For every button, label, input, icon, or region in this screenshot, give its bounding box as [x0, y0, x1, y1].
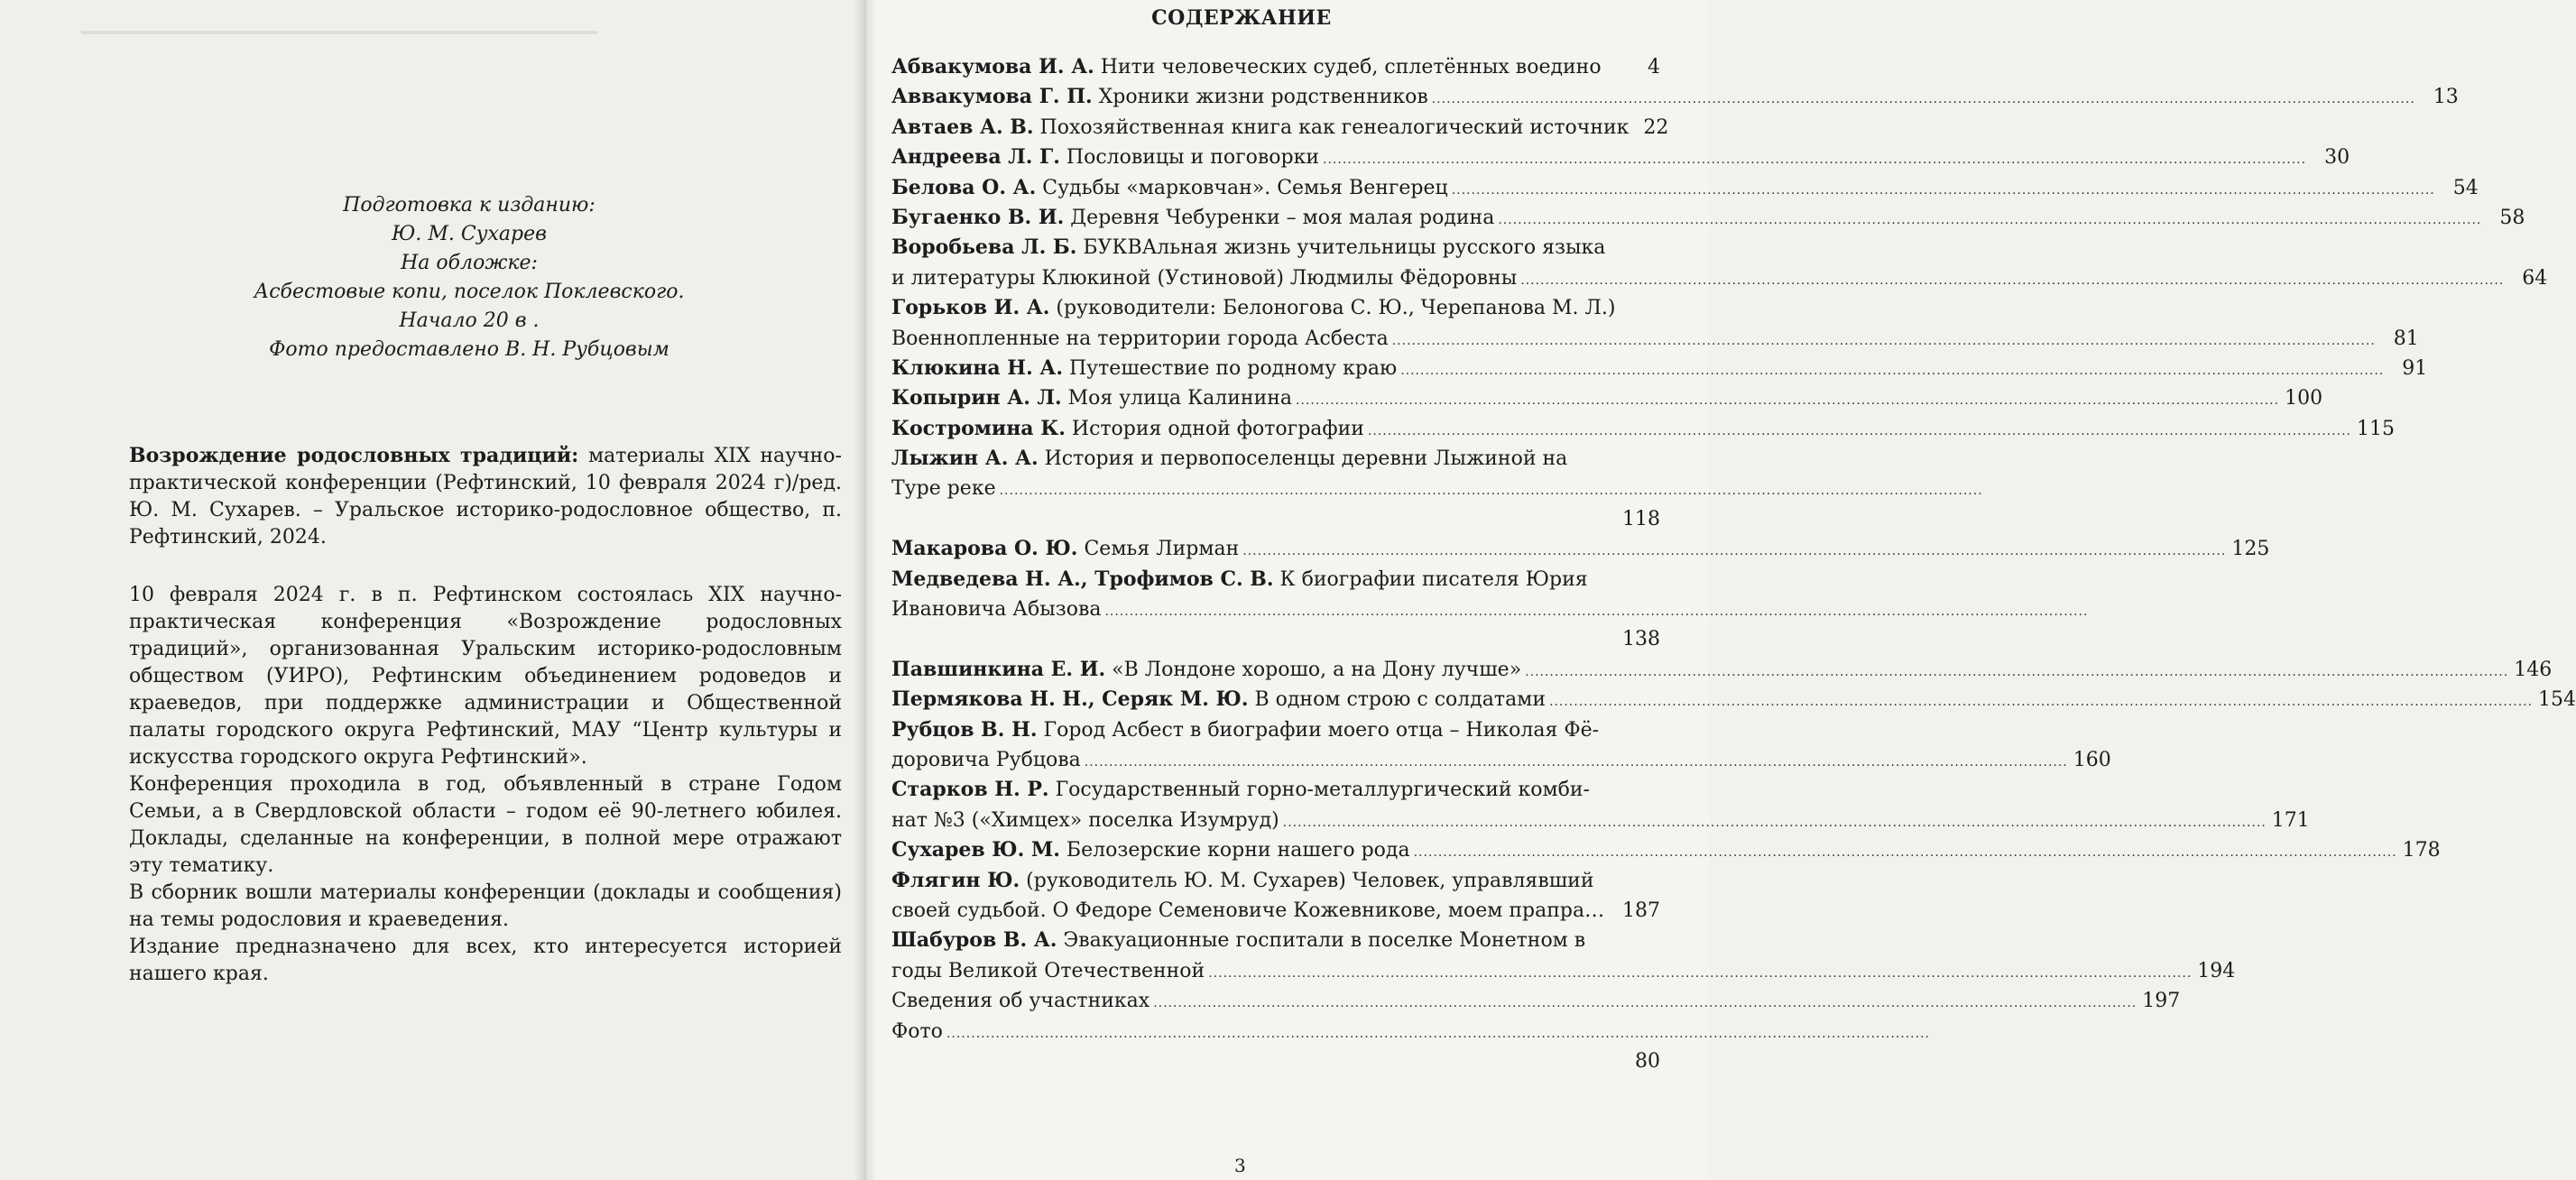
toc-text: [891, 896, 1604, 926]
toc-title: Пословицы и поговорки: [1059, 146, 1320, 170]
paragraph: 10 февраля 2024 г. в п. Рефтинском состоялась XIX научно-практическая конференция «Возрождение родословных традиций», организованная Уральским историко-родословным обществом (УИРО), Рефтинским объединением родоведов и краеведов, при поддержке администрации и Общественной палаты городского округа Рефтинский, МАУ “Центр культуры и искусства городского округа Рефтинский».: [129, 584, 842, 769]
toc-title: Государственный горно-металлургический комби-: [1048, 779, 1590, 802]
toc-title: Эвакуационные госпитали в поселке Монетном в: [1057, 929, 1586, 953]
toc-line: [891, 655, 2553, 685]
toc-text: [891, 956, 1205, 986]
toc-text: [891, 82, 1428, 112]
left-page: [0, 0, 864, 1180]
toc-entry: [891, 715, 2111, 776]
toc-text: [891, 1017, 943, 1046]
toc-line: [891, 173, 2479, 203]
toc-title: Нити человеческих судеб, сплетённых воедино: [1094, 56, 1602, 78]
toc-text: [891, 354, 1397, 383]
toc-title: История и первопоселенцы деревни Лыжиной на: [1038, 447, 1568, 471]
toc-line: [891, 52, 1660, 82]
toc-page-number: 22: [1643, 115, 1669, 139]
toc-line: [891, 835, 2441, 865]
toc-entry: [891, 143, 2350, 172]
toc-text: [891, 474, 996, 503]
toc-entry: [891, 113, 1669, 143]
toc-text: [891, 113, 1629, 143]
toc-title: Военнопленные на территории города Асбеста: [891, 327, 1389, 350]
toc-author: Лыжин А. А.: [891, 447, 1039, 471]
toc-page-number: 115: [2356, 417, 2395, 440]
toc-line: [891, 1017, 1930, 1046]
toc-line: [891, 534, 2270, 564]
toc-leader-dots: ........................................................................................................................................................................................................: [1520, 272, 2505, 288]
toc-text: [891, 383, 1292, 413]
toc-page-number: 194: [2197, 959, 2236, 982]
toc-page-number: 91: [2402, 356, 2428, 380]
toc-entry: [891, 233, 2548, 293]
book-gutter: [854, 0, 877, 1180]
toc-line: [891, 565, 1660, 595]
page-number: 3: [1234, 1155, 1246, 1176]
toc-title: Белозерские корни нашего рода: [1059, 839, 1410, 862]
toc-page-number: 81: [2393, 327, 2419, 350]
preparation-line: Асбестовые копи, поселок Поклевского.: [254, 281, 685, 303]
toc-leader-dots: ........................................................................................................................................................................................................: [1498, 212, 2482, 227]
toc-line: [891, 82, 2459, 112]
toc-text: [891, 233, 1605, 263]
toc-text: [891, 565, 1588, 595]
toc-entry: [891, 926, 2236, 986]
toc-author: Сухарев Ю. М.: [891, 838, 1060, 862]
toc-entry: [891, 354, 2428, 383]
toc-page-number: 146: [2514, 658, 2553, 681]
toc-entry: [891, 293, 2419, 354]
toc-title: Ивановича Абызова: [891, 598, 1102, 622]
toc-author: Старков Н. Р.: [891, 778, 1049, 802]
toc-author: Клюкина Н. А.: [891, 355, 1063, 380]
toc-author: Рубцов В. Н.: [891, 717, 1038, 742]
toc-line: [891, 926, 1660, 955]
toc-line: [891, 143, 2350, 172]
toc-entry: [891, 655, 2553, 685]
toc-title: своей судьбой. О Федоре Семеновиче Кожевникове, моем прапра…: [891, 899, 1605, 922]
toc-line: [891, 624, 1660, 654]
preparation-line: Ю. М. Сухарев: [392, 223, 547, 245]
toc-page-number: 154: [2538, 688, 2576, 712]
toc-author: Автаев А. В.: [891, 115, 1034, 139]
toc-page-number: 125: [2231, 538, 2270, 561]
toc-leader-dots: ........................................................................................................................................................................................................: [1413, 845, 2397, 861]
toc-entry: [891, 444, 1983, 534]
toc-page-number: 187: [1622, 899, 1660, 922]
toc-line: [891, 263, 2548, 293]
toc-line: [891, 986, 2181, 1016]
toc-entry: [891, 82, 2459, 112]
toc-line: [891, 806, 2310, 835]
toc-entry: [891, 565, 2089, 655]
toc-page-number: 171: [2271, 808, 2310, 832]
toc-author: Копырин А. Л.: [891, 386, 1062, 410]
toc-line: [891, 203, 2525, 233]
toc-line: [891, 383, 2323, 413]
toc-leader-dots: ........................................................................................................................................................................................................: [1084, 754, 2068, 770]
toc-title: Туре реке: [891, 477, 996, 501]
toc-title: (руководители: Белоногова С. Ю., Черепанова М. Л.): [1049, 297, 1616, 320]
toc-title: и литературы Клюкиной (Устиновой) Людмилы Фёдоровны: [891, 266, 1518, 290]
toc-author: Абвакумова И. А.: [891, 55, 1094, 78]
toc-entry: [891, 383, 2323, 413]
right-page: [864, 0, 2576, 1180]
toc-leader-dots: ........................................................................................................................................................................................................: [1451, 182, 2435, 198]
toc-line: [891, 324, 2419, 354]
toc-line: [891, 504, 1660, 534]
toc-author: Бугаенко В. И.: [891, 205, 1065, 229]
toc-page-number: 118: [1622, 507, 1660, 530]
toc-leader-dots: ........................................................................................................................................................................................................: [1242, 544, 2227, 559]
toc-line: [891, 956, 2236, 986]
toc-entry: [891, 775, 2310, 835]
toc-text: [891, 143, 1319, 172]
toc-title: «В Лондоне хорошо, а на Дону лучше»: [1105, 658, 1522, 681]
toc-line: [891, 354, 2428, 383]
preparation-line: Фото предоставлено В. Н. Рубцовым: [269, 338, 669, 361]
toc-text: [891, 293, 1615, 323]
toc-leader-dots: ........................................................................................................................................................................................................: [1400, 363, 2385, 378]
toc-entry: [891, 52, 1660, 82]
toc-author: Павшинкина Е. И.: [891, 657, 1106, 681]
paragraph: Конференция проходила в год, объявленный в стране Годом Семьи, а в Свердловской области – годом её 90-летнего юбилея. Доклады, сделанные на конференции, в полной мере отражают эту тематику.: [129, 773, 842, 877]
toc-text: [891, 806, 1279, 835]
toc-leader-dots: ........................................................................................................................................................................................................: [1208, 965, 2193, 981]
toc-page-number: 30: [2324, 146, 2350, 170]
toc-author: Флягин Ю.: [891, 868, 1020, 892]
paragraph: В сборник вошли материалы конференции (доклады и сообщения) на темы родословия и краеведения.: [129, 881, 842, 931]
toc-text: [891, 52, 1602, 82]
toc-page-number: 100: [2285, 387, 2323, 410]
toc-leader-dots: ........................................................................................................................................................................................................: [1296, 393, 2280, 409]
preparation-line: На обложке:: [401, 252, 538, 274]
toc-line: [891, 896, 1660, 926]
show-through-text: ▁▁▁▁▁▁▁▁▁▁▁▁▁▁▁▁▁▁▁▁▁▁▁▁▁▁▁▁▁▁▁: [81, 9, 598, 34]
annotation-text: [129, 582, 842, 988]
toc-entry: [891, 414, 2395, 444]
toc-title: Путешествие по родному краю: [1063, 356, 1398, 380]
toc-text: [891, 715, 1599, 745]
toc-entry: [891, 203, 2525, 233]
table-of-contents: [891, 52, 2576, 1076]
toc-leader-dots: ........................................................................................................................................................................................................: [1104, 604, 2089, 620]
paragraph: Издание предназначено для всех, кто интересуется историей нашего края.: [129, 936, 842, 985]
toc-title: Похозяйственная книга как генеалогический источник: [1033, 115, 1630, 139]
toc-text: [891, 986, 1150, 1016]
biblio-title: Возрождение родословных традиций:: [129, 444, 579, 467]
toc-text: [891, 835, 1410, 865]
toc-line: [891, 414, 2395, 444]
toc-line: [891, 866, 1660, 896]
toc-title: доровича Рубцова: [891, 748, 1081, 771]
toc-line: [891, 113, 1669, 143]
toc-entry: [891, 835, 2441, 865]
toc-title: нат №3 («Химцех» поселка Изумруд): [891, 808, 1279, 832]
toc-title: Город Асбест в биографии моего отца – Николая Фё-: [1037, 718, 1600, 742]
toc-text: [891, 866, 1593, 896]
preparation-line: Подготовка к изданию:: [343, 194, 596, 217]
toc-leader-dots: ........................................................................................................................................................................................................: [946, 1026, 1930, 1041]
toc-line: [891, 1046, 1660, 1076]
toc-line: [891, 685, 2576, 714]
toc-line: [891, 775, 1660, 805]
toc-text: [891, 926, 1585, 955]
toc-author: Андреева Л. Г.: [891, 145, 1060, 170]
toc-text: [891, 685, 1546, 714]
toc-title: Моя улица Калинина: [1061, 387, 1293, 410]
toc-line: [891, 474, 1983, 503]
toc-leader-dots: ........................................................................................................................................................................................................: [1153, 996, 2137, 1011]
toc-text: [891, 775, 1590, 805]
toc-page-number: 160: [2073, 748, 2111, 771]
toc-title: Деревня Чебуренки – моя малая родина: [1064, 206, 1495, 229]
toc-leader-dots: ........................................................................................................................................................................................................: [1431, 92, 2415, 107]
biblio-details: материалы XIX научно-практической конференции (Рефтинский, 10 февраля 2024 г)/ред. Ю. М. Сухарев. – Уральское историко-родословное общество, п. Рефтинский, 2024.: [129, 445, 842, 549]
toc-page-number: 64: [2522, 266, 2548, 290]
toc-text: [891, 263, 1517, 293]
toc-line: [891, 444, 1660, 474]
toc-page-number: 13: [2433, 86, 2459, 109]
toc-text: [891, 444, 1567, 474]
toc-author: Шабуров В. А.: [891, 928, 1057, 953]
toc-line: [891, 233, 1660, 263]
toc-author: Медведева Н. А., Трофимов С. В.: [891, 567, 1274, 591]
toc-title: Судьбы «марковчан». Семья Венгерец: [1036, 176, 1448, 199]
toc-leader-dots: ........................................................................................................................................................................................................: [1367, 423, 2351, 438]
toc-entry: [891, 986, 2181, 1016]
toc-page-number: 178: [2402, 839, 2441, 862]
toc-entry: [891, 534, 2270, 564]
toc-entry: [891, 866, 1660, 926]
toc-line: [891, 715, 1660, 745]
toc-text: [891, 655, 1521, 685]
toc-author: Макарова О. Ю.: [891, 537, 1078, 561]
toc-text: [891, 414, 1364, 444]
toc-entry: [891, 173, 2479, 203]
toc-page-number: 138: [1622, 628, 1660, 651]
toc-page-number: 54: [2452, 176, 2479, 199]
toc-text: [891, 595, 1101, 624]
toc-line: [891, 595, 2089, 624]
toc-author: Пермякова Н. Н., Серяк М. Ю.: [891, 687, 1249, 712]
toc-author: Аввакумова Г. П.: [891, 85, 1093, 109]
toc-text: [891, 173, 1448, 203]
toc-leader-dots: ........................................................................................................................................................................................................: [1549, 695, 2534, 710]
toc-title: В одном строю с солдатами: [1248, 688, 1546, 712]
toc-title: К биографии писателя Юрия: [1273, 567, 1588, 591]
toc-title: Семья Лирман: [1077, 538, 1240, 561]
toc-entry: [891, 685, 2576, 714]
toc-line: [891, 293, 1660, 323]
toc-text: [891, 324, 1389, 354]
toc-text: [891, 203, 1494, 233]
toc-leader-dots: ........................................................................................................................................................................................................: [1282, 815, 2267, 830]
toc-leader-dots: ........................................................................................................................................................................................................: [1391, 333, 2376, 348]
toc-leader-dots: ........................................................................................................................................................................................................: [1525, 664, 2509, 679]
toc-leader-dots: ........................................................................................................................................................................................................: [1323, 152, 2307, 168]
toc-title: История одной фотографии: [1065, 417, 1364, 440]
toc-author: Костромина К.: [891, 416, 1066, 440]
toc-page-number: 197: [2142, 990, 2181, 1013]
bibliographic-record: [129, 442, 842, 551]
toc-text: [891, 745, 1081, 775]
toc-page-number: 4: [1648, 56, 1660, 78]
toc-leader-dots: ........................................................................................................................................................................................................: [999, 484, 1983, 499]
toc-title: (руководитель Ю. М. Сухарев) Человек, управлявший: [1020, 869, 1594, 892]
toc-title: Фото: [891, 1019, 943, 1043]
preparation-credits: [217, 191, 722, 364]
preparation-line: Начало 20 в .: [399, 309, 540, 332]
toc-author: Горьков И. А.: [891, 296, 1050, 320]
toc-title: БУКВАльная жизнь учительницы русского языка: [1076, 236, 1606, 260]
toc-page-number: 58: [2499, 206, 2525, 229]
toc-title: Сведения об участниках: [891, 990, 1150, 1013]
toc-title: годы Великой Отечественной: [891, 959, 1205, 982]
toc-page-number: 80: [1635, 1049, 1660, 1073]
toc-title: Хроники жизни родственников: [1092, 86, 1428, 109]
toc-entry: [891, 1017, 1930, 1077]
toc-author: Воробьева Л. Б.: [891, 235, 1077, 260]
toc-line: [891, 745, 2111, 775]
toc-author: Белова О. А.: [891, 175, 1037, 199]
toc-heading: СОДЕРЖАНИЕ: [1151, 6, 1332, 30]
toc-text: [891, 534, 1239, 564]
